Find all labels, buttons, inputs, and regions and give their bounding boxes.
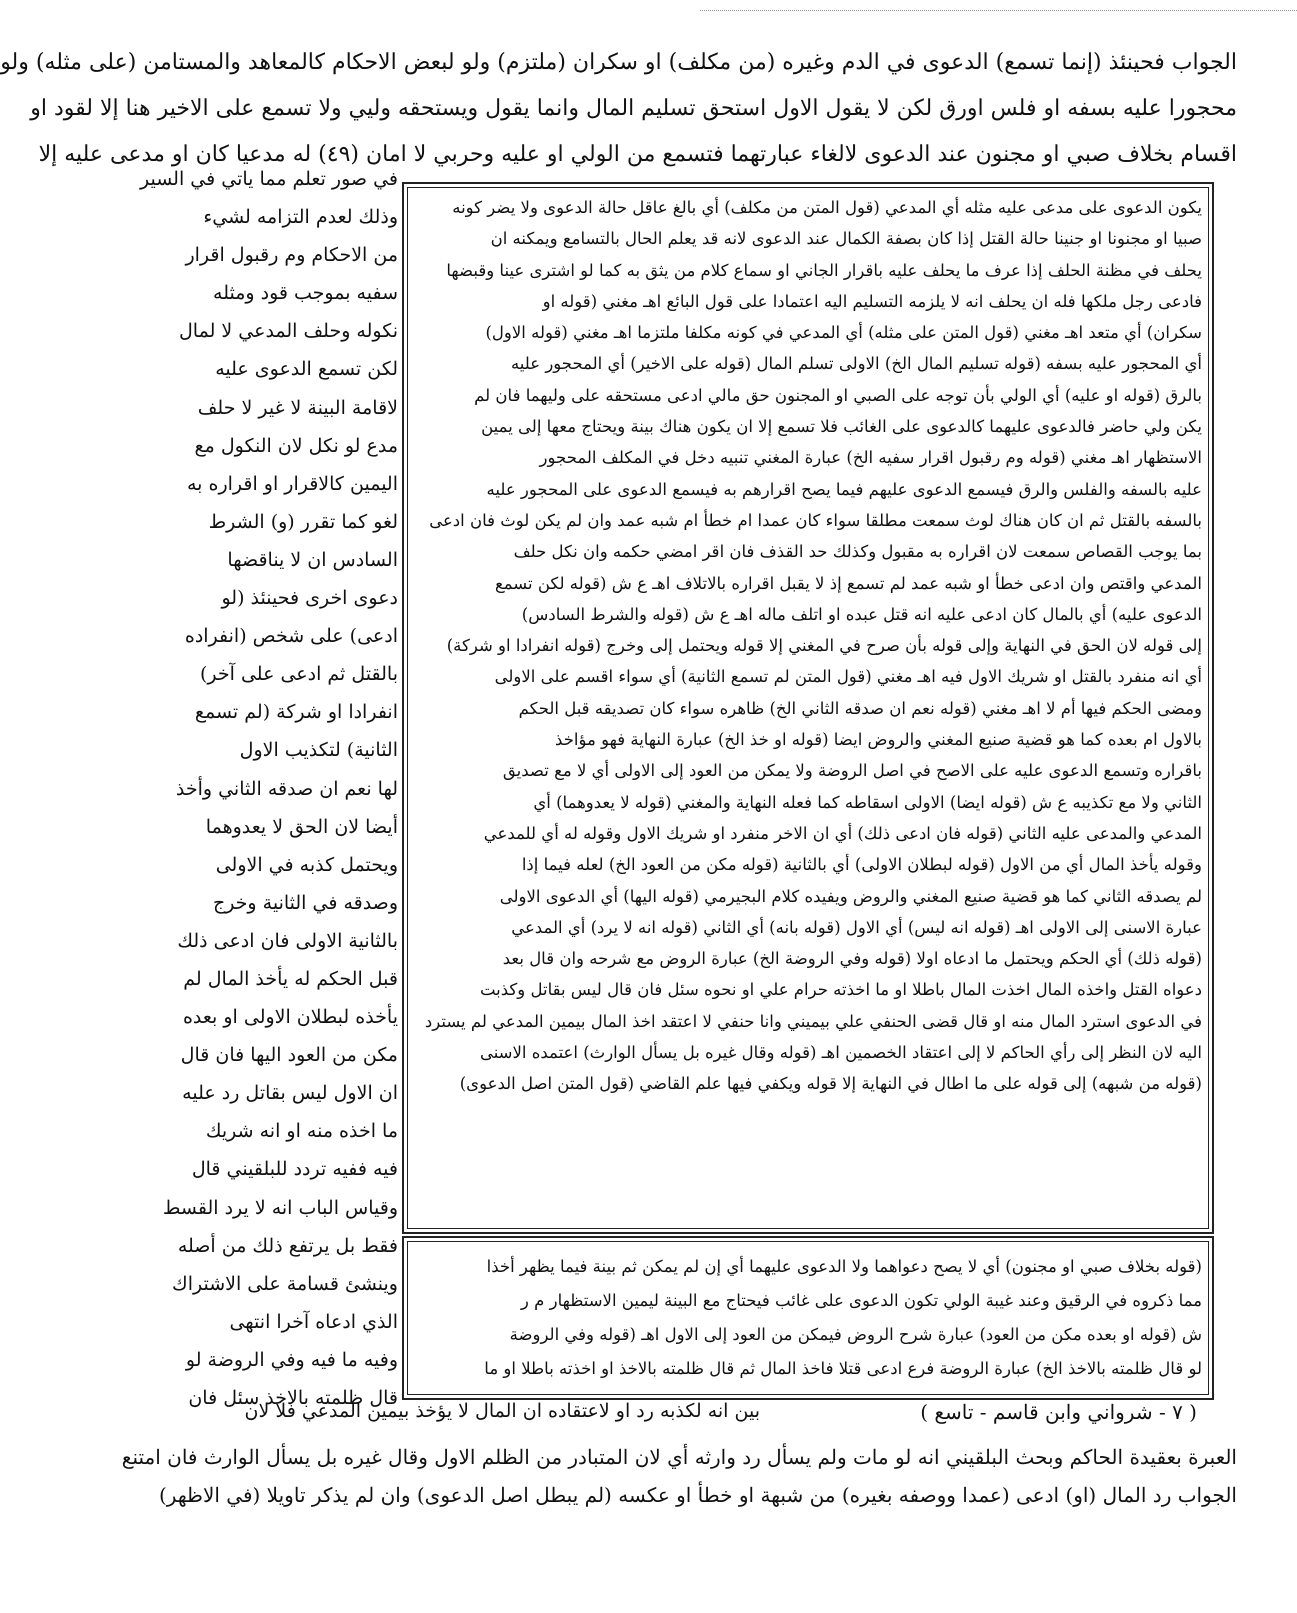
commentary-line: سكران) أي متعد اهـ مغني (قول المتن على مثله) أي المدعي في كونه مكلفا ملتزما اهـ مغني (قوله الاول): [485, 323, 1202, 343]
header-rule: [700, 10, 1297, 12]
commentary-line: لم يصدقه الثاني كما هو قضية صنيع المغني والروض ويفيده كلام البجيرمي (قوله اليها) أي الدعوى الاولى: [499, 886, 1202, 906]
side-line: مكن من العود اليها فان قال: [180, 1044, 398, 1067]
commentary-line: بالرق (قوله او عليه) أي الولي بأن توجه على الصبي او المجنون حق مالي ادعى مستحقه على وليهما فان لم: [474, 385, 1202, 405]
main-text-line: اقسام بخلاف صبي او مجنون عند الدعوى لالغاء عبارتهما فتسمع من الولي او عليه وحربي لا امان (٤٩) له مدعيا كان او مدعى عليه إلا: [38, 142, 1237, 167]
commentary-line: الاستظهار اهـ مغني (قوله وم رقبول اقرار سفيه الخ) عبارة المغني تنبيه دخل في المكلف المحجور: [539, 448, 1202, 468]
side-line: ادعى) على شخص (انفراده: [184, 625, 398, 648]
commentary-line: يحلف في مظنة الحلف إذا عرف ما يحلف عليه باقرار الجاني او سماع كلام من يثق به كما لو اشترى عينا وقبضها: [446, 260, 1202, 280]
commentary-line: المدعي والمدعى عليه الثاني (قوله فان ادعى ذلك) أي ان الاخر منفرد او شريك الاول وقوله له أي للمدعي: [483, 823, 1202, 843]
commentary-box-2: [402, 1236, 1214, 1400]
commentary-line: [414, 1162, 1202, 1193]
side-line: لها نعم ان صدقه الثاني وأخذ: [175, 777, 398, 800]
commentary-text-2: [414, 1250, 1202, 1386]
commentary-line: [414, 1100, 1202, 1131]
main-text-line: محجورا عليه بسفه او فلس اورق لكن لا يقول الاول استحق تسليم المال وانما يقول ويستحقه وليي ولا تسمع على الاخير هنا إلا لقود او: [30, 96, 1237, 121]
commentary-line: عبارة الاسنى إلى الاولى اهـ (قوله انه ليس) أي الاول (قوله بانه) أي الثاني (قوله انه لا يرد) أي المدعي: [511, 917, 1202, 937]
side-line: ان الاول ليس بقاتل رد عليه: [182, 1082, 398, 1105]
commentary-line: ومضى الحكم فيها أم لا اهـ مغني (قوله نعم ان صدقه الثاني الخ) ظاهره سواء كان تصديقه قبل الحكم: [518, 698, 1202, 718]
side-line: وفيه ما فيه وفي الروضة لو: [185, 1348, 398, 1371]
side-line: السادس ان لا يناقضها: [227, 548, 398, 571]
side-line: وذلك لعدم التزامه لشيء: [203, 206, 398, 229]
side-line: ويحتمل كذبه في الاولى: [215, 853, 398, 876]
commentary-line: مما ذكروه في الرقيق وعند غيبة الولي تكون الدعوى على غائب فيحتاج مع البينة ليمين الاستظهار م ر: [520, 1291, 1202, 1310]
commentary-line: باقراره وتسمع الدعوى عليه على الاصح في اصل الروضة ولا يمكن من العود إلى الاولى أي لا مع تصديق: [502, 761, 1202, 781]
side-line: من الاحكام وم رقبول اقرار: [185, 244, 398, 267]
side-line: فيه ففيه تردد للبلقيني قال: [191, 1158, 398, 1181]
side-line: بالثانية الاولى فان ادعى ذلك: [177, 929, 398, 952]
side-line: سفيه بموجب قود ومثله: [213, 282, 398, 305]
side-line: لاقامة البينة لا غير لا حلف: [197, 396, 398, 419]
commentary-line: يكون الدعوى على مدعى عليه مثله أي المدعي (قول المتن من مكلف) أي بالغ عاقل حالة الدعوى ولا يضر كونه: [452, 198, 1202, 217]
commentary-line: (قوله من شبهه) إلى قوله على ما اطال في النهاية إلا قوله ويكفي فيها علم القاضي (قول المتن اصل الدعوى): [459, 1074, 1202, 1094]
side-line: نكوله وحلف المدعي لا لمال: [178, 320, 398, 343]
main-text-line: العبرة بعقيدة الحاكم وبحث البلقيني انه لو مات ولم يسأل رد وارثه أي لان المتبادر من الظلم الاول وقال غيره بل يسأل الوارث فان امتنع: [121, 1445, 1237, 1469]
commentary-line: المدعي واقتص وان ادعى خطأ او شبه عمد لم تسمع إذ لا يقبل اقراره بالاتلاف اهـ ع ش (قوله لكن تسمع: [494, 573, 1202, 593]
side-line: لكن تسمع الدعوى عليه: [215, 358, 398, 381]
main-text-side-column: [140, 160, 398, 1409]
commentary-line: إلى قوله لان الحق في النهاية وإلى قوله بأن صرح في المغني إلا قوله ويحتمل إلى وخرج (قوله انفرادا او شركة): [446, 636, 1202, 656]
side-line: أيضا لان الحق لا يعدوهما: [205, 815, 398, 838]
commentary-line: في الدعوى استرد المال منه او قال قضى الحنفي علي بيميني وانا حنفي لا اعتقد اخذ المال بيمين المدعي لم يسترد: [424, 1011, 1202, 1031]
side-line: وينشئ قسامة على الاشتراك: [172, 1272, 398, 1295]
commentary-line: فادعى رجل ملكها فله ان يحلف انه لا يلزمه التسليم اليه اعتمادا على قول البائع اهـ مغني (قوله او: [542, 291, 1202, 311]
side-line: وقياس الباب انه لا يرد القسط: [162, 1196, 398, 1219]
commentary-line: الدعوى عليه) أي بالمال كان ادعى عليه انه قتل عبده او اتلف ماله اهـ ع ش (قوله والشرط السادس): [521, 604, 1202, 624]
main-text-bottom: [121, 1400, 1237, 1514]
commentary-line: عليه بالسفه والفلس والرق فيسمع الدعوى عليهم فيما يصح اقرارهم به فيسمع الدعوى على المحجور عليه: [486, 479, 1202, 499]
commentary-line: أي انه منفرد بالقتل او شريك الاول فيه اهـ مغني (قول المتن لم تسمع الثانية) أي سواء اقسم على الاولى: [494, 667, 1202, 687]
side-line: وصدقه في الثانية وخرج: [212, 891, 398, 914]
side-line: اليمين كالاقرار او اقراره به: [186, 472, 398, 495]
side-line: الثانية) لتكذيب الاول: [239, 739, 398, 762]
side-line: دعوى اخرى فحينئذ (لو: [221, 587, 398, 610]
commentary-line: لو قال ظلمته بالاخذ الخ) عبارة الروضة فرع ادعى قتلا فاخذ المال ثم قال ظلمته بالاخذ او اخذته باطلا او ما: [484, 1359, 1202, 1378]
commentary-line: ش (قوله او بعده مكن من العود) عبارة شرح الروض فيمكن من العود إلى الاول اهـ (قوله وفي الروضة: [509, 1325, 1202, 1344]
side-line: مدع لو نكل لان النكول مع: [194, 434, 398, 457]
commentary-line: (قوله بخلاف صبي او مجنون) أي لا يصح دعواهما ولا الدعوى عليهما أي إن لم يمكن ثم بينة فيما يظهر أخذا: [486, 1257, 1202, 1276]
commentary-line: اليه لان النظر إلى رأي الحاكم لا إلى اعتقاد الخصمين اهـ (قوله وقال غيره بل يسأل الوارث) اعتمده الاسنى: [479, 1043, 1202, 1063]
side-line: فقط بل يرتفع ذلك من أصله: [177, 1234, 398, 1257]
commentary-line: (قوله ذلك) أي الحكم ويحتمل ما ادعاه اولا (قوله وفي الروضة الخ) عبارة الروض مع شرحه وان قال بعد: [502, 949, 1202, 969]
commentary-line: أي المحجور عليه بسفه (قوله تسليم المال الخ) الاولى تسلم المال (قوله على الاخير) أي المحجور عليه: [510, 354, 1202, 374]
commentary-text-1: [414, 192, 1202, 1225]
side-line: قال ظلمته بالاخذ سئل فان: [188, 1387, 398, 1409]
commentary-box-1: [402, 182, 1214, 1234]
side-line: لغو كما تقرر (و) الشرط: [208, 510, 398, 533]
side-line: في صور تعلم مما ياتي في السير: [140, 168, 398, 190]
commentary-line: يكن ولي حاضر فالدعوى عليهما كالدعوى على الغائب فلا تسمع إلا ان يكون هناك بينة ويحتاج معها إلى يمين: [481, 417, 1202, 437]
side-line: الذي ادعاه آخرا انتهى: [229, 1310, 398, 1333]
main-text-line: الجواب فحينئذ (إنما تسمع) الدعوى في الدم وغيره (من مكلف) او سكران (ملتزم) ولو لبعض الاحكام كالمعاهد والمستامن (على مثله) ولو: [0, 50, 1237, 75]
commentary-line: بالاول ام بعده كما هو قضية صنيع المغني والروض ايضا (قوله او خذ الخ) عبارة النهاية فهو مؤاخذ: [555, 730, 1202, 750]
commentary-line: وقوله يأخذ المال أي من الاول (قوله لبطلان الاولى) أي بالثانية (قوله مكن من العود الخ) لعله فيما إذا: [521, 855, 1202, 875]
commentary-line: بالسفه بالقتل ثم ان كان هناك لوث سمعت مطلقا سواء كان عمدا ام خطأ ام شبه عمد وان لم يكن لوث فان ادعى: [429, 510, 1202, 530]
side-line: انفرادا او شركة (لم تسمع: [194, 701, 398, 724]
page-signature: ( ٧ - شرواني وابن قاسم - تاسع ): [920, 1400, 1197, 1424]
main-text-line: بين انه لكذبه رد او لاعتقاده ان المال لا يؤخذ بيمين المدعي فلا لان: [244, 1400, 760, 1422]
commentary-line: [414, 1194, 1202, 1225]
commentary-line: دعواه القتل واخذه المال اخذت المال باطلا او ما اخذته حرام علي او نحوه سئل فان قال ليس بقاتل وكذبت: [479, 980, 1202, 1000]
commentary-line: الثاني ولا مع تكذيبه ع ش (قوله ايضا) الاولى اسقاطه كما فعله النهاية والمغني (قوله لا يعدوهما) أي: [533, 792, 1202, 812]
side-line: يأخذه لبطلان الاولى او بعده: [182, 1006, 398, 1029]
footer-first-line: [240, 1400, 1237, 1438]
commentary-line: بما يوجب القصاص سمعت لان اقراره به مقبول وكذلك حد القذف فان اقر امضي حكمه وان نكل حلف: [513, 542, 1202, 562]
side-line: بالقتل ثم ادعى على آخر): [200, 663, 398, 686]
commentary-line: صبيا او مجنونا او جنينا حالة القتل إذا كان بصفة الكمال عند الدعوى لانه قد يعلم الحال بالتسامع ويمكنه ان: [490, 229, 1202, 249]
side-line: قبل الحكم له يأخذ المال لم: [183, 967, 398, 990]
main-text-line: الجواب رد المال (او) ادعى (عمدا ووصفه بغيره) من شبهة او خطأ او عكسه (لم يبطل اصل الدعوى) وان لم يذكر تاويلا (في الاظهر): [159, 1483, 1237, 1507]
commentary-line: [414, 1131, 1202, 1162]
side-line: ما اخذه منه او انه شريك: [205, 1120, 398, 1143]
